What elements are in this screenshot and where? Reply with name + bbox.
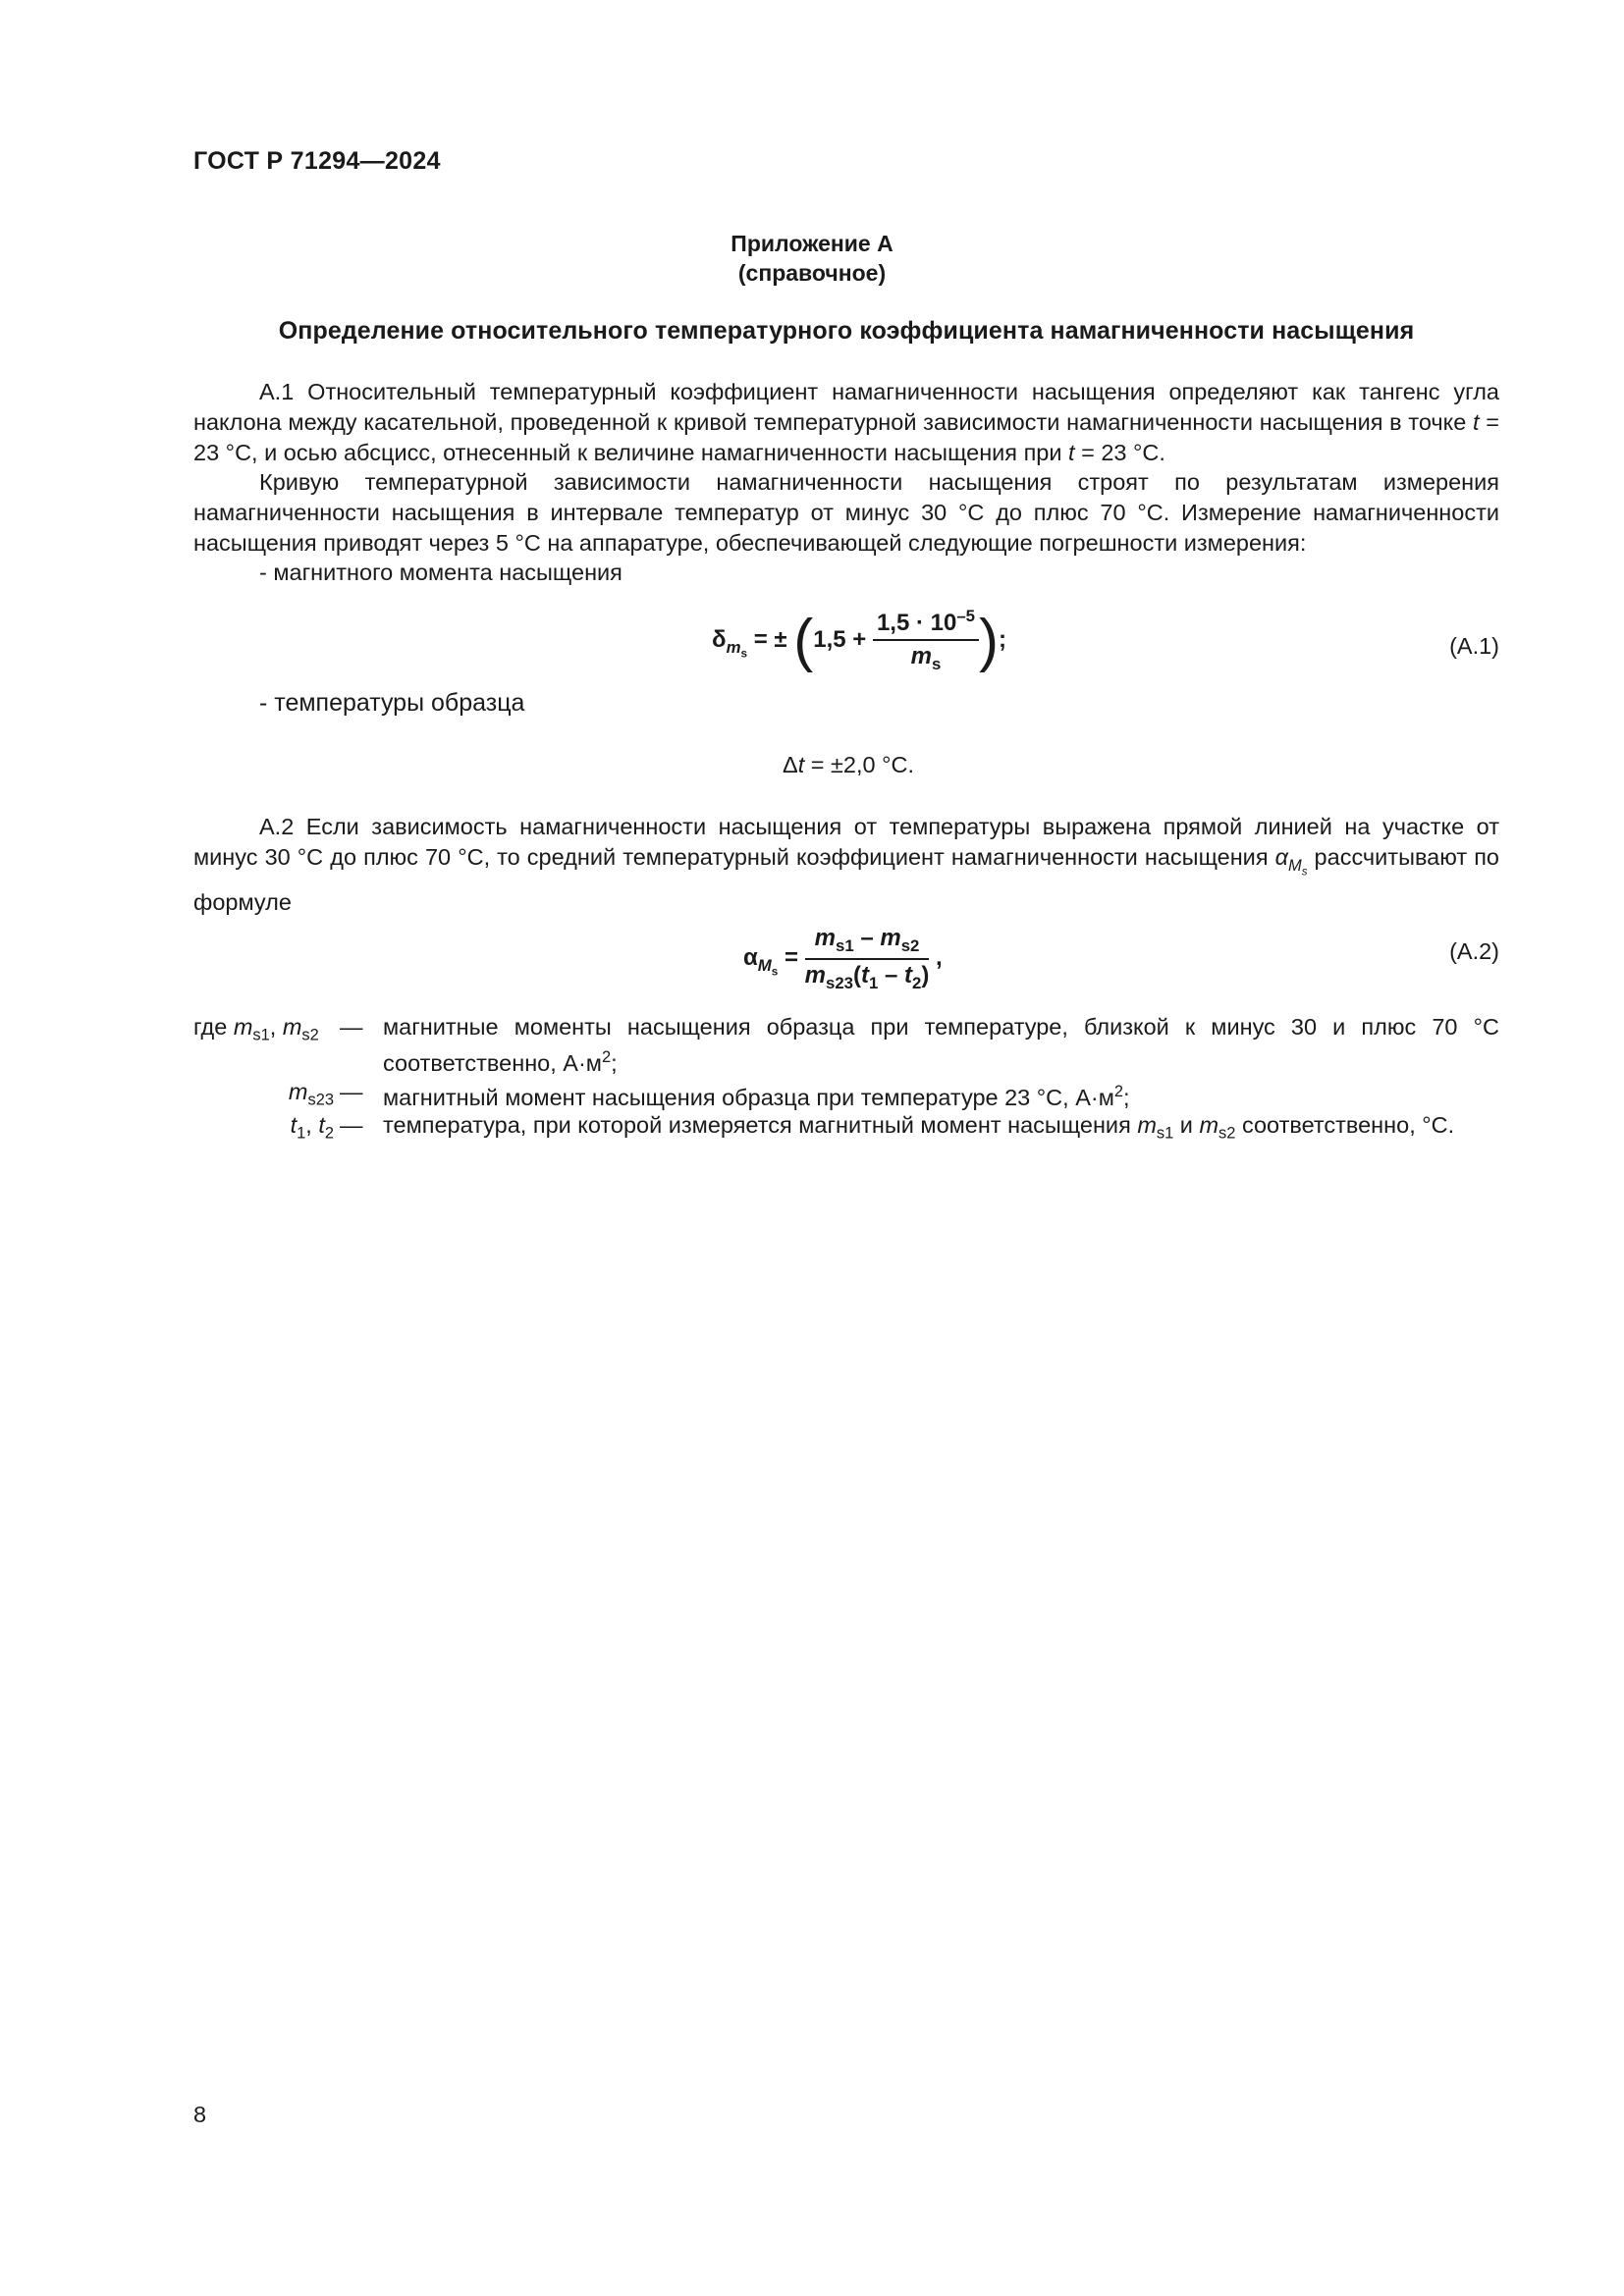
- list-item-temperature: - температуры образца: [259, 689, 525, 717]
- legend-text-ms1-ms2: магнитные моменты насыщения образца при температуре, близкой к минус 30 и плюс 70 °С соответственно, $А\cdot м^2$;: [383, 1014, 1499, 1076]
- formula-delta-t: Δt = ±2,0 °С.: [783, 752, 915, 777]
- paragraph-a1-curve: Кривую температурной зависимости намагниченности насыщения строят по результатам измерения намагниченности насыщения в интервале температур от минус 30 °С до плюс 70 °С. Измерение намагниченности насыщения приводят через 5 °С на аппаратуре, обеспечивающей следующие погрешности измерения:: [193, 469, 1499, 556]
- legend-dash: —: [340, 1014, 363, 1040]
- legend-symbol-ms23: $m_{s23}$: [288, 1079, 334, 1109]
- legend-text-t1-t2: температура, при которой измеряется магнитный момент насыщения $m_{s1}$ и $m_{s2}$ соответственно, °С.: [383, 1112, 1455, 1143]
- paragraph-a2: А.2 Если зависимость намагниченности насыщения от температуры выражена прямой линией на участке от минус 30 °С до плюс 70 °С, то средний температурный коэффициент намагниченности насыщения $\alpha_{M_s}$ рассчитывают по формуле: [193, 814, 1499, 915]
- page-number: 8: [193, 2102, 207, 2127]
- list-item-moment: - магнитного момента насыщения: [259, 560, 623, 585]
- annex-title: Приложение А: [731, 231, 893, 256]
- section-title: Определение относительного температурного коэффициента намагниченности насыщения: [278, 317, 1415, 345]
- annex-type: (справочное): [737, 260, 887, 286]
- formula-a1-number: (А.1): [1449, 633, 1499, 659]
- document-code: ГОСТ Р 71294—2024: [193, 147, 441, 175]
- paragraph-a1: А.1 Относительный температурный коэффициент намагниченности насыщения определяют как тангенс угла наклона между касательной, проведенной к кривой температурной зависимости намагниченности насыщения в точке t = 23 °С, и осью абсцисс, отнесенный к величине намагниченности насыщения при t = 23 °С.: [193, 379, 1499, 465]
- formula-a2-number: (А.2): [1449, 938, 1499, 964]
- legend-dash: —: [340, 1079, 363, 1104]
- legend-text-ms23: магнитный момент насыщения образца при температуре 23 °С, $А\cdot м^2$;: [383, 1083, 1130, 1110]
- formula-a2: $\alpha_{M_s}$ = $\frac{m_{s1} - m_{s2}}{m_{s23}(t_1 - t_2)}$ ,: [743, 925, 943, 992]
- formula-a1: $\delta_{m_s}$ = ± (1,5 + $\frac{1,5 \cdot 10^{-5}}{m_s}$ );: [712, 607, 1006, 673]
- legend-symbol-ms1-ms2: где $m_{s1}$, $m_{s2}$: [193, 1014, 319, 1044]
- legend-dash: —: [340, 1112, 363, 1138]
- legend-symbol-t1-t2: $t_1$, $t_2$: [290, 1112, 334, 1143]
